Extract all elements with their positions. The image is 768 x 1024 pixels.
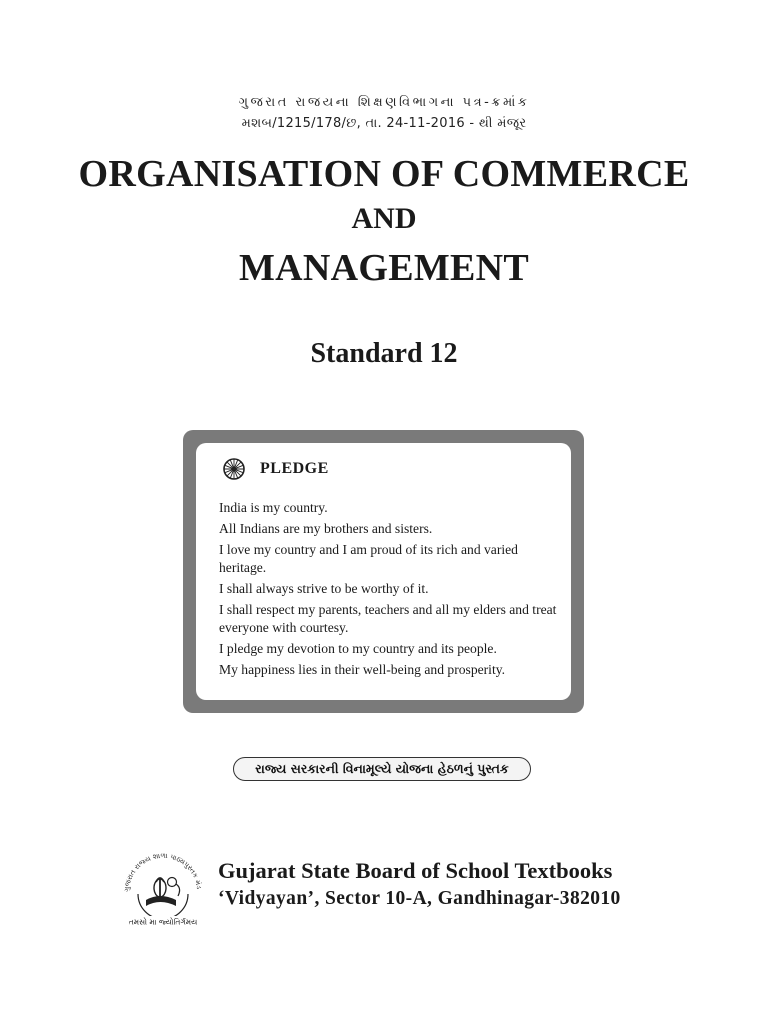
book-title-line-2: AND [351,202,417,235]
gsbst-seal-icon [120,848,206,928]
ashoka-chakra-icon [223,458,245,480]
approval-line-2: મશબ/1215/178/છ, તા. 24-11-2016 - થી મંજૂર [241,116,527,131]
pledge-line: I shall respect my parents, teachers and all my elders and treat everyone with courtesy. [219,602,557,635]
free-distribution-badge: રાજ્ય સરકારની વિનામૂલ્યે યોજના હેઠળનું પુસ્તક [233,757,531,781]
pledge-line: All Indians are my brothers and sisters. [219,521,433,536]
seal-text-top: ગુજરાત રાજ્ય શાળા પાઠ્યપુસ્તક મંડ [122,851,203,893]
pledge-card [196,443,571,700]
pledge-line: India is my country. [219,500,328,515]
approval-line-1: ગુજરાત રાજયના શિક્ષણવિભાગના પત્ર-ક્રમાંક [238,95,530,110]
standard-label: Standard 12 [310,338,458,369]
publisher-name: Gujarat State Board of School Textbooks [218,858,613,883]
book-title-line-1: ORGANISATION OF COMMERCE [78,153,690,195]
pledge-line: I love my country and I am proud of its rich and varied heritage. [219,542,518,575]
pledge-text [219,499,559,682]
svg-text:ગુજરાત રાજ્ય શાળા પાઠ્યપુસ્તક [120,848,203,892]
pledge-box [183,430,584,713]
publisher-address: ‘Vidyayan’, Sector 10-A, Gandhinagar-382010 [218,888,621,909]
pledge-line: My happiness lies in their well-being and prosperity. [219,662,506,677]
pledge-heading: PLEDGE [260,460,329,477]
pledge-line: I pledge my devotion to my country and its people. [219,641,497,656]
pledge-header [223,456,329,482]
seal-text-bottom: તમસો મા જ્યોતિર્ગમય [128,917,198,927]
book-title-line-3: MANAGEMENT [238,247,530,289]
pledge-line: I shall always strive to be worthy of it. [219,581,429,596]
